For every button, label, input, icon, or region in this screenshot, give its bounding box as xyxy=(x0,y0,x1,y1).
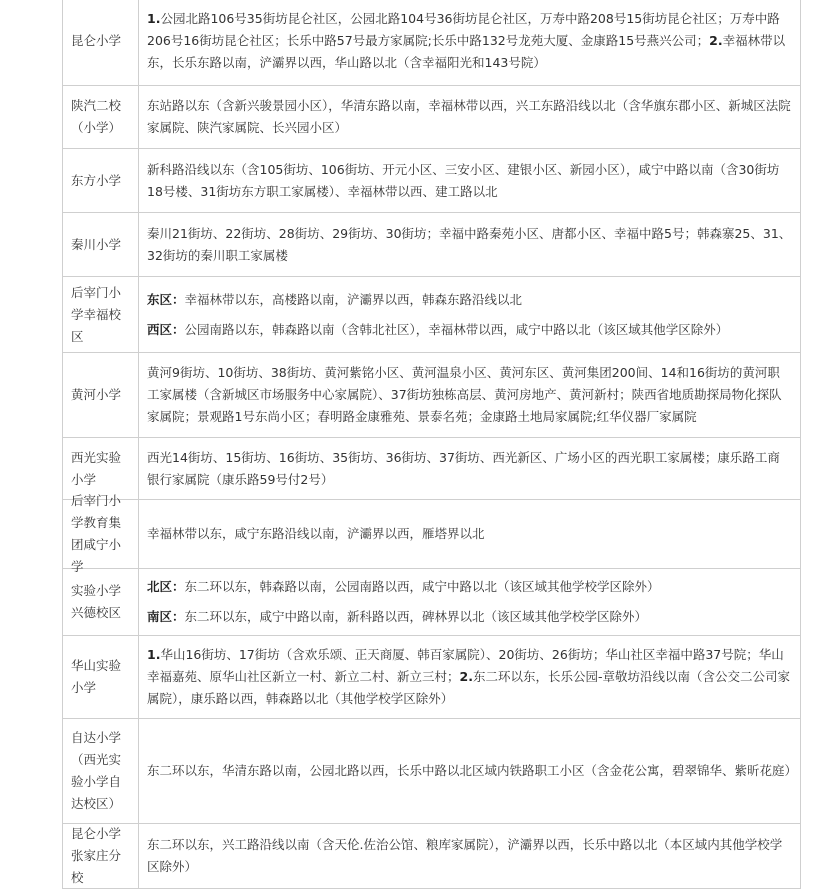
district-text: 东站路以东（含新兴骏景园小区），华清东路以南，幸福林带以西，兴工东路沿线以北（含华旗东郡小区、新城区法院家属院、陕汽家属院、长兴园小区） xyxy=(147,98,791,135)
district-paragraph xyxy=(147,8,792,74)
district-paragraph xyxy=(147,606,792,628)
table-row xyxy=(62,149,801,213)
table-row xyxy=(62,493,801,574)
district-text: 幸福林带以东，咸宁东路沿线以南，浐灞界以西，雁塔界以北 xyxy=(147,526,485,541)
table-row xyxy=(62,0,801,86)
district-paragraph xyxy=(147,159,792,203)
district-text: 东二环以东，华清东路以南，公园北路以西，长乐中路以北区域内铁路职工小区（含金花公寓，碧翠锦华、紫昕花庭） xyxy=(147,763,798,778)
school-name: 昆仑小学张家庄分校 xyxy=(63,824,139,888)
district-description xyxy=(139,213,800,276)
table-row xyxy=(62,213,801,277)
school-name: 自达小学（西光实验小学自达校区） xyxy=(63,719,139,823)
bold-label: 2. xyxy=(709,33,723,48)
district-paragraph xyxy=(147,362,792,428)
district-text: 东二环以东，长乐公园-章敬坊沿线以南（含公交二公司家属院），康乐路以西，韩森路以北（其他学校学区除外） xyxy=(147,669,790,706)
table-row xyxy=(62,824,801,889)
district-description xyxy=(139,636,800,718)
bold-label: 1. xyxy=(147,647,161,662)
district-text: 东二环以东，韩森路以南，公园南路以西，咸宁中路以北（该区域其他学校学区除外） xyxy=(184,579,660,594)
table-row xyxy=(62,86,801,149)
bold-label: 西区： xyxy=(147,321,185,337)
district-text: 公园南路以东，韩森路以南（含韩北社区），幸福林带以西，咸宁中路以北（该区域其他学区除外） xyxy=(184,321,729,337)
district-text: 幸福林带以东，长乐东路以南，浐灞界以西，华山路以北（含幸福阳光和143号院） xyxy=(147,33,786,70)
district-text: 西光14街坊、15街坊、16街坊、35街坊、36街坊、37街坊、西光新区、广场小区的西光职工家属楼；康乐路工商银行家属院（康乐路59号付2号） xyxy=(147,449,780,487)
district-text: 秦川21街坊、22街坊、28街坊、29街坊、30街坊；幸福中路秦苑小区、唐都小区、幸福中路5号；韩森寨25、31、32街坊的秦川职工家属楼 xyxy=(147,225,792,263)
district-text: 新科路沿线以东（含105街坊、106街坊、开元小区、三安小区、建银小区、新园小区），咸宁中路以南（含30街坊18号楼、31街坊东方职工家属楼）、幸福林带以西、建工路以北 xyxy=(147,161,780,199)
school-name: 东方小学 xyxy=(63,149,139,212)
district-paragraph xyxy=(147,834,792,878)
bold-label: 南区： xyxy=(147,609,185,624)
district-paragraph xyxy=(147,447,792,491)
school-name: 陕汽二校（小学） xyxy=(63,86,139,148)
district-text: 黄河9街坊、10街坊、38街坊、黄河紫铭小区、黄河温泉小区、黄河东区、黄河集团200间、14和16街坊的黄河职工家属楼（含新城区市场服务中心家属院）、37街坊独栋高层、黄河房地产、黄河新村；陕西省地质勘探局物化探队家属院；景观路1号东尚小区；春明路金康雅苑、景泰名苑；金康路土地局家属院;红华仪器厂家属院 xyxy=(147,365,782,424)
table-row xyxy=(62,438,801,500)
district-text: 幸福林带以东，高楼路以南，浐灞界以西，韩森东路沿线以北 xyxy=(184,291,523,307)
district-text: 华山16街坊、17街坊（含欢乐颂、正天商厦、韩百家属院）、20街坊、26街坊；华山社区幸福中路37号院；华山幸福嘉苑、原华山社区新立一村、新立二村、新立三村； xyxy=(147,647,784,684)
school-name: 昆仑小学 xyxy=(63,0,139,85)
district-description xyxy=(139,0,800,85)
district-description xyxy=(139,719,800,823)
school-name: 后宰门小学幸福校区 xyxy=(63,277,139,352)
district-description xyxy=(139,353,800,437)
school-name: 黄河小学 xyxy=(63,353,139,437)
table-row xyxy=(62,277,801,353)
district-paragraph xyxy=(147,644,792,710)
district-text: 公园北路106号35街坊昆仑社区，公园北路104号36街坊昆仑社区，万寿中路208号15街坊昆仑社区；万寿中路206号16街坊昆仑社区；长乐中路57号最方家属院;长乐中路132号龙苑大厦、金康路15号燕兴公司； xyxy=(147,11,780,48)
district-description xyxy=(139,824,800,888)
school-name: 华山实验小学 xyxy=(63,636,139,718)
table-row xyxy=(62,353,801,438)
district-description xyxy=(139,86,800,148)
district-paragraph xyxy=(147,760,798,782)
district-paragraph xyxy=(147,319,792,341)
bold-label: 北区： xyxy=(147,579,185,594)
school-district-table xyxy=(62,0,801,889)
district-text: 东二环以东，咸宁中路以南，新科路以西，碑林界以北（该区域其他学校学区除外） xyxy=(184,609,648,624)
district-text: 东二环以东，兴工路沿线以南（含天伦.佐治公馆、粮库家属院），浐灞界以西，长乐中路以北（本区域内其他学校学区除外） xyxy=(147,837,783,874)
bold-label: 2. xyxy=(459,669,473,684)
table-row xyxy=(62,636,801,719)
bold-label: 东区： xyxy=(147,291,185,307)
district-paragraph xyxy=(147,95,792,139)
school-name: 秦川小学 xyxy=(63,213,139,276)
district-description xyxy=(139,277,800,352)
district-paragraph xyxy=(147,289,792,311)
bold-label: 1. xyxy=(147,11,161,26)
table-row xyxy=(62,719,801,824)
district-description xyxy=(139,500,800,568)
district-paragraph xyxy=(147,523,792,545)
school-name: 后宰门小学教育集团咸宁小学 xyxy=(63,500,139,568)
school-name: 西光实验小学 xyxy=(63,438,139,499)
district-description xyxy=(139,438,800,499)
district-description xyxy=(139,569,800,635)
district-paragraph xyxy=(147,576,792,598)
table-row xyxy=(62,569,801,636)
school-name: 实验小学兴德校区 xyxy=(63,569,139,635)
district-description xyxy=(139,149,800,212)
district-paragraph xyxy=(147,223,792,267)
